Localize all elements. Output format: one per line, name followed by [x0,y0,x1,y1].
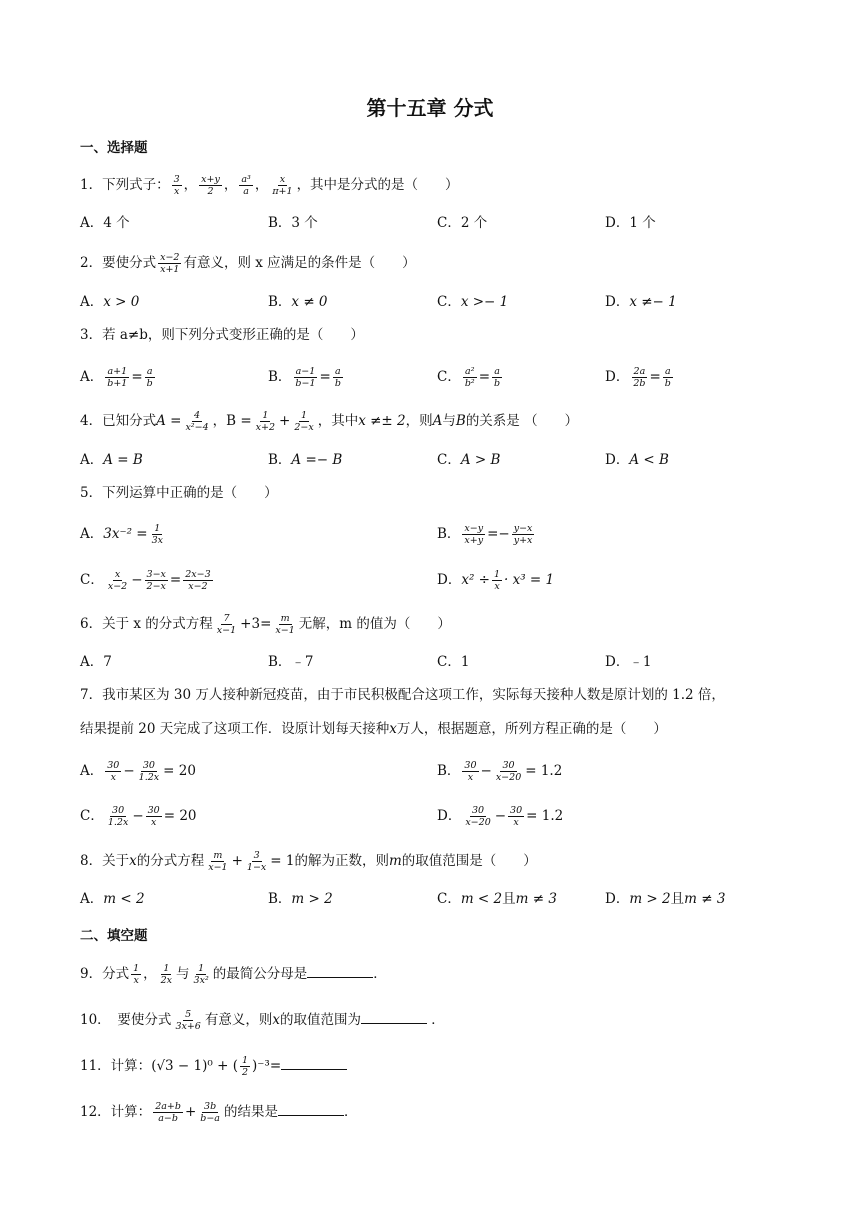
question-2: 2．要使分式 $\frac{x-2}{x+1}$ 有意义，则 x 应满足的条件是（ ） [80,252,416,275]
q8-option-d: D．m > 2且m ≠ 3 [605,891,726,907]
question-9: 9．分式 $\frac{1}{x}$ ， $\frac{1}{2x}$ 与 $\frac{1}{\text{3x²}}$ 的最简公分母是 ． [80,963,387,986]
question-5: 5．下列运算中正确的是（ ） [80,485,278,501]
q5-option-c: C． $\frac{x}{x-2}$ − $\frac{3-x}{2-x}$ = $\frac{2x-3}{x-2}$ [80,569,211,592]
fraction: $\frac{x}{\pi+1}$ [272,174,293,197]
q6-option-b: B．﹣7 [268,654,314,670]
q3-option-c: C． $\frac{\text{a²}}{\text{b²}}$ = $\frac{a}{b}$ [437,366,501,389]
q7-option-b: B． $\frac{30}{x}$ − $\frac{30}{x-20}$ = 1.2 [437,760,563,783]
q6-option-a: A．7 [80,654,112,670]
fraction: $\frac{x-2}{x+1}$ [160,252,180,275]
q2-option-b: B．x ≠ 0 [268,294,328,310]
fraction: $\frac{3}{x}$ [173,174,180,197]
q7-option-c: C． $\frac{30}{1.2x}$ − $\frac{30}{x}$ = 20 [80,805,197,828]
fraction: $\frac{x+y}{2}$ [201,174,220,197]
q8-option-c: C．m < 2且m ≠ 3 [437,891,557,907]
q8-option-b: B．m > 2 [268,891,333,907]
question-12: 12．计算： $\frac{2a+b}{a-b}$ + $\frac{3b}{b-a}$ 的结果是 ． [80,1101,358,1124]
fraction: $\frac{\text{a³}}{a}$ [241,174,251,197]
q1-suffix: ，其中是分式的是（ ） [296,177,459,193]
question-4: 4．已知分式A = $\frac{4}{\text{x²−4}}$ ，B = $\frac{1}{x+2}$ + $\frac{1}{2-x}$ ，其中x ≠± 2，则A与B的关系是 （ ） [80,410,579,433]
q1-option-d: D．1 个 [605,215,656,231]
q2-option-d: D．x ≠− 1 [605,294,677,310]
question-10: 10． 要使分式 $\frac{5}{3x+6}$ 有意义，则x的取值范围为 ． [80,1009,445,1032]
q2-option-a: A．x > 0 [80,294,140,310]
q1-option-b: B．3 个 [268,215,318,231]
answer-blank[interactable] [307,965,373,978]
q6-option-d: D．﹣1 [605,654,652,670]
page-title: 第十五章 分式 [366,96,494,120]
q7-option-a: A． $\frac{30}{x}$ − $\frac{30}{1.2x}$ = 20 [80,760,196,783]
answer-blank[interactable] [278,1103,344,1116]
q1-option-c: C．2 个 [437,215,488,231]
q4-option-d: D．A < B [605,452,669,468]
section-heading-fill: 二、填空题 [80,928,148,944]
q3-option-d: D． $\frac{2a}{2b}$ = $\frac{a}{b}$ [605,366,671,389]
question-8: 8．关于x的分式方程 $\frac{m}{x-1}$ + $\frac{3}{1-x}$ = 1的解为正数，则m的取值范围是（ ） [80,850,537,873]
q3-option-b: B． $\frac{a-1}{b-1}$ = $\frac{a}{b}$ [268,366,341,389]
question-11: 11．计算：(√3 − 1)⁰ + ( $\frac{1}{2}$ )⁻³= [80,1055,347,1078]
q2-option-c: C．x >− 1 [437,294,509,310]
section-heading-choice: 一、选择题 [80,140,148,156]
q6-option-c: C．1 [437,654,470,670]
question-7-line-2: 结果提前 20 天完成了这项工作．设原计划每天接种x万人，根据题意，所列方程正确的是（ ） [80,721,667,737]
question-3: 3．若 a≠b，则下列分式变形正确的是（ ） [80,327,364,343]
q1-option-a: A．4 个 [80,215,130,231]
q4-option-c: C．A > B [437,452,501,468]
q4-option-a: A．A = B [80,452,143,468]
answer-blank[interactable] [361,1011,427,1024]
q4-option-b: B．A =− B [268,452,343,468]
answer-blank[interactable] [281,1057,347,1070]
q3-option-a: A． $\frac{a+1}{b+1}$ = $\frac{a}{b}$ [80,366,153,389]
q8-option-a: A．m < 2 [80,891,145,907]
question-1: 1．下列式子： $\frac{3}{x}$ ， $\frac{x+y}{2}$ ， $\frac{\text{a³}}{a}$ ， $\frac{x}{\pi+1}$ ，其中是分式的是（ ） [80,174,459,197]
question-7-line-1: 7．我市某区为 30 万人接种新冠疫苗，由于市民积极配合这项工作，实际每天接种人数是原计划的 1.2 倍， [80,687,725,703]
q5-option-a: A．3x⁻² = $\frac{1}{3x}$ [80,523,163,546]
q7-option-d: D． $\frac{30}{x-20}$ − $\frac{30}{x}$ = 1.2 [437,805,564,828]
q5-option-d: D．x² ÷ $\frac{1}{x}$ · x³ = 1 [437,569,555,592]
q1-prefix: 1．下列式子： [80,177,170,193]
question-6: 6．关于 x 的分式方程 $\frac{7}{x-1}$ +3= $\frac{m}{x-1}$ 无解，m 的值为（ ） [80,613,451,636]
q5-option-b: B． $\frac{x-y}{x+y}$ =− $\frac{y-x}{y+x}$ [437,523,533,546]
